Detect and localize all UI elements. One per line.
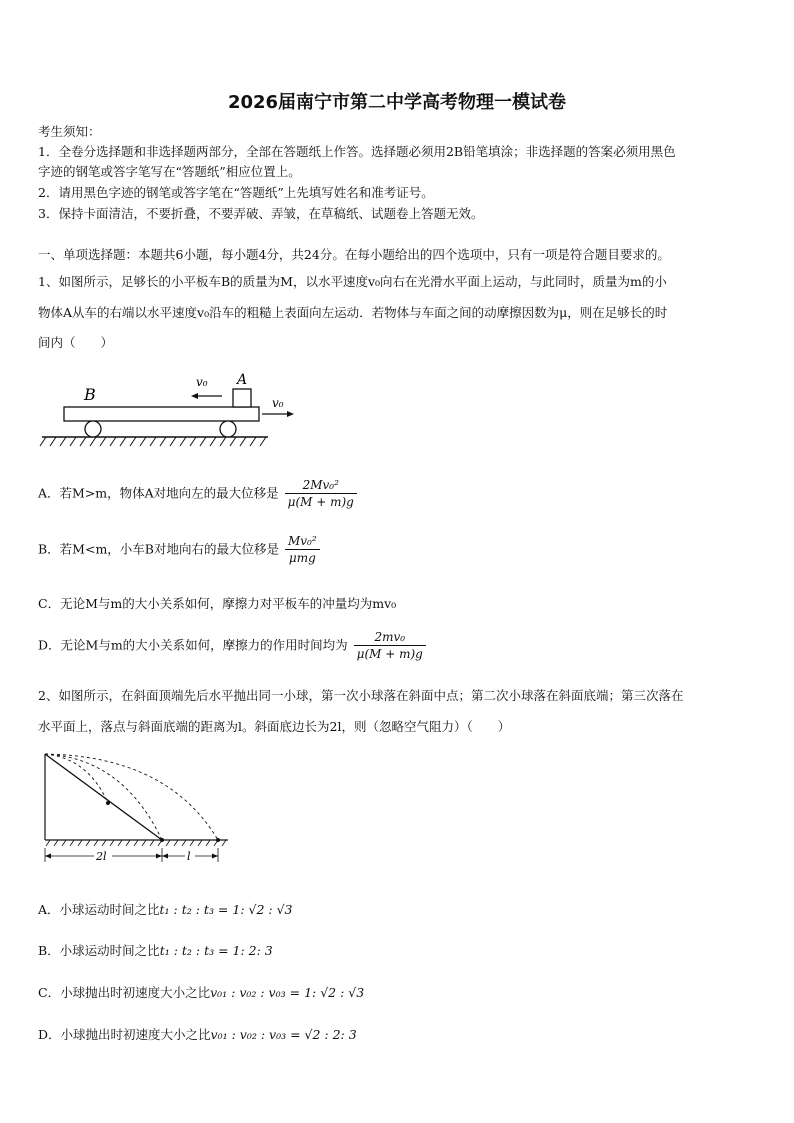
incline-slope	[45, 754, 162, 840]
q2-option-b	[38, 941, 273, 959]
notice-heading: 考生须知：	[38, 124, 101, 139]
dim-arrow	[45, 854, 51, 859]
label-l: l	[187, 850, 191, 863]
q2-option-c-text: C．小球抛出时初速度大小之比	[38, 985, 211, 1000]
arrow-left-head	[191, 393, 198, 399]
question-1-stem: 物体A从车的右端以水平速度v₀沿车的粗糙上表面向左运动．若物体与车面之间的动摩擦因数为μ，则在足够长的时	[38, 305, 668, 320]
option-a	[38, 478, 357, 510]
question-1-stem: 间内（ ）	[38, 335, 114, 350]
fraction-numerator: Mv₀²	[285, 534, 320, 550]
fraction-numerator: 2mv₀	[354, 630, 426, 646]
option-b-text: B．若M<m，小车B对地向右的最大位移是	[38, 541, 279, 557]
q2-option-d-text: D．小球抛出时初速度大小之比	[38, 1027, 211, 1042]
dim-arrow	[156, 854, 162, 859]
dim-arrow	[162, 854, 168, 859]
ground-hatch	[46, 840, 226, 846]
q2-option-c-math: v₀₁ : v₀₂ : v₀₃ = 1: √2 : √3	[210, 985, 365, 1000]
q2-option-a-text: A．小球运动时间之比	[38, 902, 160, 917]
option-a-text: A．若M>m，物体A对地向左的最大位移是	[38, 485, 279, 501]
option-b	[38, 534, 320, 566]
option-c: C．无论M与m的大小关系如何，摩擦力对平板车的冲量均为mv₀	[38, 596, 397, 611]
q2-option-b-text: B．小球运动时间之比	[38, 943, 160, 958]
fraction-denominator: μmg	[288, 551, 316, 565]
fraction-denominator: μ(M + m)g	[287, 495, 354, 509]
q2-option-d-math: v₀₁ : v₀₂ : v₀₃ = √2 : 2: 3	[210, 1027, 357, 1042]
label-v0-block: v₀	[196, 375, 208, 389]
arrow-right-head	[287, 411, 294, 417]
q2-option-b-math: t₁ : t₂ : t₃ = 1: 2: 3	[159, 943, 273, 958]
question-1-stem: 1、如图所示，足够长的小平板车B的质量为M，以水平速度v₀向右在光滑水平面上运动，与此同时，质量为m的小	[38, 274, 667, 289]
landing-point-1	[106, 801, 110, 805]
cart-board	[64, 407, 259, 421]
section-heading: 一、单项选择题：本题共6小题，每小题4分，共24分。在每小题给出的四个选项中，只有一项是符合题目要求的。	[38, 247, 670, 262]
label-v0-cart: v₀	[272, 396, 284, 410]
option-d-text: D．无论M与m的大小关系如何，摩擦力的作用时间均为	[38, 637, 348, 653]
question-2-stem: 水平面上，落点与斜面底端的距离为l。斜面底边长为2l，则（忽略空气阻力）（ ）	[38, 719, 511, 734]
label-b: B	[84, 385, 96, 404]
q2-option-d	[38, 1025, 357, 1043]
trajectory-3	[45, 754, 218, 840]
question-2-stem: 2、如图所示，在斜面顶端先后水平抛出同一小球，第一次小球落在斜面中点；第二次小球落在斜面底端；第三次落在	[38, 688, 684, 703]
notice-item: 1．全卷分选择题和非选择题两部分，全部在答题纸上作答。选择题必须用2B铅笔填涂；非选择题的答案必须用黑色	[38, 144, 676, 159]
block-a	[233, 389, 251, 407]
label-2l: 2l	[96, 850, 107, 863]
label-a: A	[237, 372, 248, 388]
option-b-fraction	[285, 534, 320, 566]
q2-option-c	[38, 983, 364, 1001]
landing-point-3	[216, 838, 220, 842]
notice-item: 2．请用黑色字迹的钢笔或答字笔在“答题纸”上先填写姓名和准考证号。	[38, 185, 434, 200]
cart-figure	[38, 362, 308, 452]
q2-option-a	[38, 900, 293, 918]
option-d	[38, 630, 426, 662]
landing-point-2	[160, 838, 164, 842]
fraction-numerator: 2Mv₀²	[285, 478, 357, 494]
option-a-fraction	[285, 478, 357, 510]
wheel	[220, 421, 236, 437]
incline-figure	[38, 748, 238, 868]
ground-hatch	[40, 437, 266, 446]
q2-option-a-math: t₁ : t₂ : t₃ = 1: √2 : √3	[159, 902, 293, 917]
page-title: 2026届南宁市第二中学高考物理一模试卷	[227, 92, 567, 113]
notice-item: 字迹的钢笔或答字笔写在“答题纸”相应位置上。	[38, 164, 301, 179]
wheel	[85, 421, 101, 437]
dim-arrow	[212, 854, 218, 859]
fraction-denominator: μ(M + m)g	[356, 647, 423, 661]
notice-item: 3．保持卡面清洁，不要折叠，不要弄破、弄皱，在草稿纸、试题卷上答题无效。	[38, 206, 484, 221]
option-d-fraction	[354, 630, 426, 662]
